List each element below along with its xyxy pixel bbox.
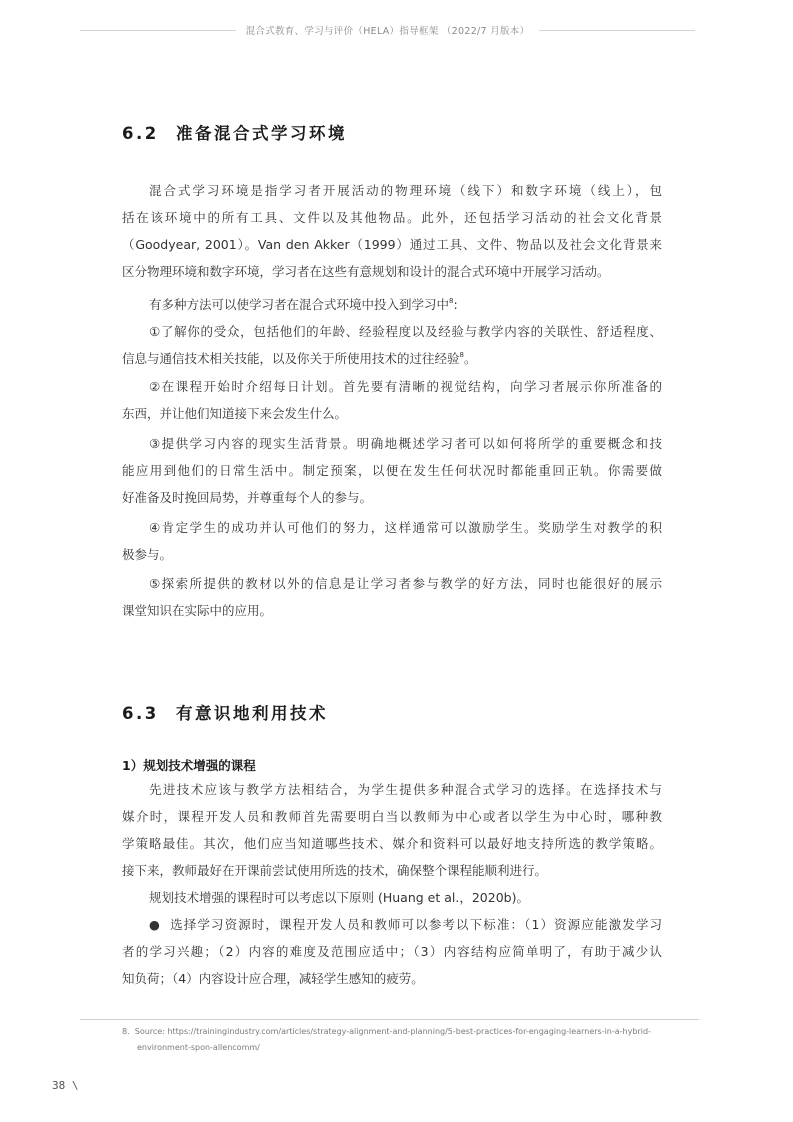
- header-rule-right: [539, 30, 695, 31]
- text-span: 选择学习资源时，课程开发人员和教师可以参考以下标准：（1）资源应能激发学习: [169, 917, 662, 932]
- list-item-4: [122, 514, 662, 568]
- text-line: 东西，并让他们知道接下来会发生什么。: [122, 406, 348, 421]
- section-title: 有意识地利用技术: [176, 704, 328, 723]
- text-span: :: [453, 297, 458, 312]
- footnote-link[interactable]: Source: https://trainingindustry.com/articles/strategy-alignment-and-planning/5-best-practices-for-engaging-learners-in-a-hybrid-: [134, 1027, 651, 1036]
- text-line: 课堂知识在实际中的应用。: [122, 603, 273, 618]
- text-line: 媒介时，课程开发人员和教师首先需要明白当以教师为中心或者以学生为中心时，哪种教: [122, 809, 662, 824]
- text-line: （Goodyear, 2001）。Van den Akker（1999）通过工具、文件、物品以及社会文化背景来: [122, 237, 662, 252]
- text-line: [122, 345, 662, 372]
- footnote-ref[interactable]: 8: [449, 297, 454, 305]
- paragraph-methods-intro: [122, 291, 662, 318]
- text-line: 能应用到他们的日常生活中。制定预案，以便在发生任何状况时都能重回正轨。你需要做: [122, 463, 662, 478]
- text-line: ②在课程开始时介绍每日计划。首先要有清晰的视觉结构，向学习者展示你所准备的: [149, 379, 662, 394]
- footnote-marker: 8.: [122, 1027, 130, 1036]
- list-item-2: [122, 373, 662, 427]
- text-line: 先进技术应该与教学方法相结合，为学生提供多种混合式学习的选择。在选择技术与: [149, 782, 662, 797]
- text-line: 括在该环境中的所有工具、文件以及其他物品。此外，还包括学习活动的社会文化背景: [122, 210, 662, 225]
- footnote-line: [122, 1024, 667, 1040]
- section-number: 6.3: [122, 704, 159, 723]
- text-line: [122, 291, 662, 318]
- text-line: ⑤探索所提供的教材以外的信息是让学习者参与教学的好方法，同时也能很好的展示: [149, 576, 662, 591]
- list-item-3: [122, 430, 662, 511]
- text-line: 者的学习兴趣；（2）内容的难度及范围应适中；（3）内容结构应简单明了，有助于减少认: [122, 944, 662, 959]
- header-title: 混合式教育、学习与评价（HELA）指导框架 （2022/7 月版本）: [245, 26, 530, 37]
- paragraph-env-definition: [122, 177, 662, 285]
- text-line: 好准备及时挽回局势，并尊重每个人的参与。: [122, 490, 373, 505]
- text-span: 有多种方法可以使学习者在混合式环境中投入到学习中: [149, 297, 450, 312]
- text-line: 知负荷；（4）内容设计应合理，减轻学生感知的疲劳。: [122, 971, 424, 986]
- list-item-5: [122, 570, 662, 624]
- bullet-item-resources: [122, 911, 662, 992]
- footnote-8: [122, 1024, 667, 1056]
- bullet-icon: ●: [149, 917, 160, 932]
- text-line: [122, 911, 662, 938]
- footnote-divider: [80, 1019, 699, 1020]
- footnote-ref[interactable]: 8: [459, 351, 464, 359]
- text-line: ④肯定学生的成功并认可他们的努力，这样通常可以激励学生。奖励学生对教学的积: [149, 520, 662, 535]
- list-item-1: [122, 318, 662, 372]
- text-line: ①了解你的受众，包括他们的年龄、经验程度以及经验与教学内容的关联性、舒适程度、: [149, 324, 662, 339]
- header-rule-left: [80, 30, 236, 31]
- subheading-plan-tech-course: 1）规划技术增强的课程: [122, 758, 256, 773]
- text-line: 区分物理环境和数字环境，学习者在这些有意规划和设计的混合式环境中开展学习活动。: [122, 264, 610, 279]
- text-line: 学策略最佳。其次，他们应当知道哪些技术、媒介和资料可以最好地支持所选的教学策略。: [122, 836, 662, 851]
- page-number: 38 \: [52, 1079, 79, 1092]
- section-title: 准备混合式学习环境: [176, 124, 347, 143]
- footnote-link-continued[interactable]: environment-spon-allencomm/: [137, 1043, 260, 1052]
- text-span: 。: [463, 351, 477, 366]
- text-span: 信息与通信技术相关技能，以及你关于所使用技术的过往经验: [122, 351, 460, 366]
- text-line: ③提供学习内容的现实生活背景。明确地概述学习者可以如何将所学的重要概念和技: [149, 436, 662, 451]
- text-line: 混合式学习环境是指学习者开展活动的物理环境（线下）和数字环境（线上），包: [149, 183, 662, 198]
- text-line: 极参与。: [122, 547, 173, 562]
- section-number: 6.2: [122, 124, 159, 143]
- text-line: 规划技术增强的课程时可以考虑以下原则 (Huang et al.，2020b)。: [149, 890, 529, 905]
- paragraph-principles-intro: [122, 884, 662, 911]
- section-heading-6-3: [122, 700, 328, 724]
- paragraph-tech-pedagogy: [122, 776, 662, 884]
- text-line: 接下来，教师最好在开课前尝试使用所选的技术，确保整个课程能顺利进行。: [122, 863, 548, 878]
- running-header: [80, 22, 695, 38]
- section-heading-6-2: [122, 120, 347, 144]
